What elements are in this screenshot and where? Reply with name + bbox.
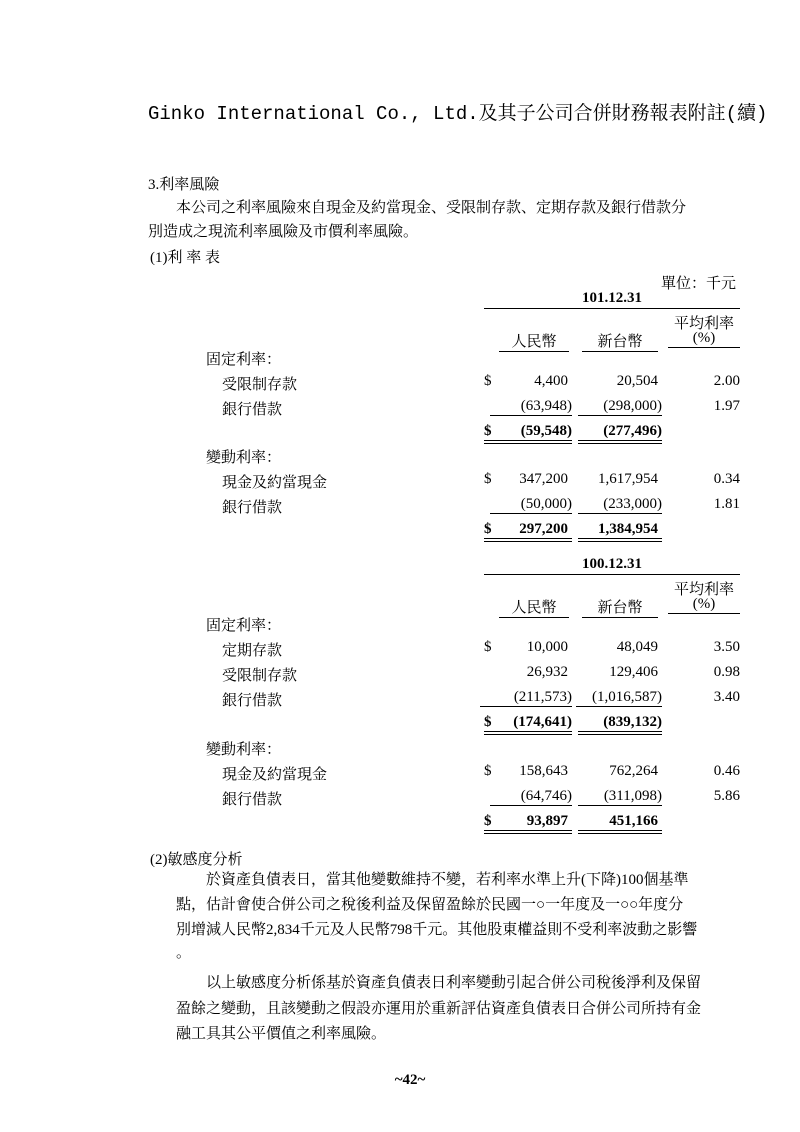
dollar-sign: $ — [484, 373, 492, 389]
total-underline — [484, 830, 572, 831]
total-underline — [578, 440, 662, 441]
rmb-total: (59,548) — [520, 423, 572, 439]
sensitivity-p2-line1: 以上敏感度分析係基於資產負債表日利率變動引起合併公司稅後淨利及保留 — [206, 975, 702, 991]
page-title: Ginko International Co., Ltd.及其子公司合併財務報表附註(續) — [148, 103, 768, 125]
dollar-sign: $ — [484, 639, 492, 655]
intro-line-1: 本公司之利率風險來自現金及約當現金、受限制存款、定期存款及銀行借款分 — [176, 200, 687, 216]
rmb-value: 10,000 — [526, 639, 568, 655]
dollar-sign: $ — [484, 521, 492, 537]
dollar-sign: $ — [484, 423, 492, 439]
ntd-value: (311,098) — [578, 788, 662, 806]
rmb-total: 297,200 — [519, 521, 568, 537]
row-label: 銀行借款 — [222, 402, 283, 418]
rate-value: 3.40 — [713, 689, 740, 705]
header-rule — [484, 574, 740, 575]
total-underline — [578, 731, 662, 732]
total-underline — [484, 538, 572, 539]
total-underline — [484, 734, 572, 735]
row-label: 現金及約當現金 — [222, 767, 328, 783]
sensitivity-p2-line2: 盈餘之變動，且該變動之假設亦運用於重新評估資產負債表日合併公司所持有金 — [176, 1001, 702, 1017]
float-rate-label: 變動利率： — [206, 450, 282, 466]
sensitivity-p2-line3: 融工具其公平價值之利率風險。 — [176, 1026, 387, 1042]
ntd-value: (233,000) — [578, 496, 662, 514]
row-label: 定期存款 — [222, 643, 283, 659]
sensitivity-p1-line4: 。 — [176, 945, 192, 961]
rate-value: 3.50 — [713, 639, 740, 655]
col-rate-header-line2: (%) — [668, 596, 740, 614]
ntd-value: 48,049 — [616, 639, 658, 655]
intro-line-2: 別造成之現流利率風險及市價利率風險。 — [148, 224, 419, 240]
total-underline — [484, 440, 572, 441]
sensitivity-p1-line3: 別增減人民幣2,834千元及人民幣798千元。其他股東權益則不受利率波動之影響 — [176, 922, 698, 938]
ntd-total: 451,166 — [609, 813, 658, 829]
sensitivity-p1-line2: 點，估計會使合併公司之稅後利益及保留盈餘於民國一○一年度及一○○年度分 — [176, 897, 684, 913]
total-underline — [578, 538, 662, 539]
row-label: 銀行借款 — [222, 792, 283, 808]
fixed-rate-label: 固定利率： — [206, 352, 282, 368]
ntd-total: (839,132) — [603, 714, 662, 730]
fixed-rate-label: 固定利率： — [206, 618, 282, 634]
table-heading: (1)利 率 表 — [150, 250, 220, 266]
dollar-sign: $ — [484, 813, 492, 829]
rmb-value: 4,400 — [534, 373, 568, 389]
table-date: 101.12.31 — [582, 290, 642, 306]
rmb-value: (50,000) — [490, 496, 572, 514]
rmb-value: 158,643 — [519, 763, 568, 779]
total-underline — [578, 830, 662, 831]
total-underline — [578, 443, 662, 444]
page-number: ~42~ — [394, 1072, 426, 1088]
rmb-value: (64,746) — [490, 788, 572, 806]
row-label: 現金及約當現金 — [222, 475, 328, 491]
total-underline — [484, 833, 572, 834]
total-underline — [578, 734, 662, 735]
col-rate-header-line2: (%) — [668, 330, 740, 348]
rate-value: 5.86 — [713, 788, 740, 804]
ntd-value: (298,000) — [578, 398, 662, 416]
dollar-sign: $ — [484, 763, 492, 779]
col-ntd-header: 新台幣 — [582, 596, 658, 618]
float-rate-label: 變動利率： — [206, 742, 282, 758]
col-rate-header-line1: 平均利率 — [673, 582, 734, 598]
rate-value: 1.97 — [713, 398, 740, 414]
rmb-value: (211,573) — [480, 689, 572, 707]
rate-value: 0.98 — [713, 664, 740, 680]
rate-value: 1.81 — [713, 496, 740, 512]
rate-value: 0.34 — [713, 471, 740, 487]
col-rmb-header: 人民幣 — [499, 330, 569, 352]
ntd-value: 762,264 — [609, 763, 658, 779]
table-date: 100.12.31 — [582, 556, 642, 572]
row-label: 銀行借款 — [222, 500, 283, 516]
col-ntd-header: 新台幣 — [582, 330, 658, 352]
rate-value: 2.00 — [713, 373, 740, 389]
total-underline — [484, 731, 572, 732]
header-rule — [484, 308, 740, 309]
section-heading: 3.利率風險 — [148, 177, 220, 193]
sensitivity-heading: (2)敏感度分析 — [150, 852, 243, 868]
ntd-total: 1,384,954 — [598, 521, 658, 537]
ntd-value: (1,016,587) — [576, 689, 662, 707]
ntd-value: 129,406 — [609, 664, 658, 680]
rmb-value: 347,200 — [519, 471, 568, 487]
row-label: 銀行借款 — [222, 693, 283, 709]
rmb-value: (63,948) — [490, 398, 572, 416]
col-rmb-header: 人民幣 — [499, 596, 569, 618]
total-underline — [578, 833, 662, 834]
row-label: 受限制存款 — [222, 377, 298, 393]
rmb-value: 26,932 — [526, 664, 568, 680]
row-label: 受限制存款 — [222, 668, 298, 684]
dollar-sign: $ — [484, 471, 492, 487]
rate-value: 0.46 — [713, 763, 740, 779]
ntd-value: 1,617,954 — [598, 471, 658, 487]
total-underline — [484, 443, 572, 444]
dollar-sign: $ — [484, 714, 492, 730]
ntd-total: (277,496) — [603, 423, 662, 439]
ntd-value: 20,504 — [616, 373, 658, 389]
rmb-total: (174,641) — [513, 714, 572, 730]
col-rate-header-line1: 平均利率 — [673, 316, 734, 332]
unit-label: 單位：千元 — [661, 276, 737, 292]
total-underline — [578, 541, 662, 542]
total-underline — [484, 541, 572, 542]
rmb-total: 93,897 — [526, 813, 568, 829]
sensitivity-p1-line1: 於資產負債表日，當其他變數維持不變，若利率水準上升(下降)100個基準 — [206, 872, 689, 888]
